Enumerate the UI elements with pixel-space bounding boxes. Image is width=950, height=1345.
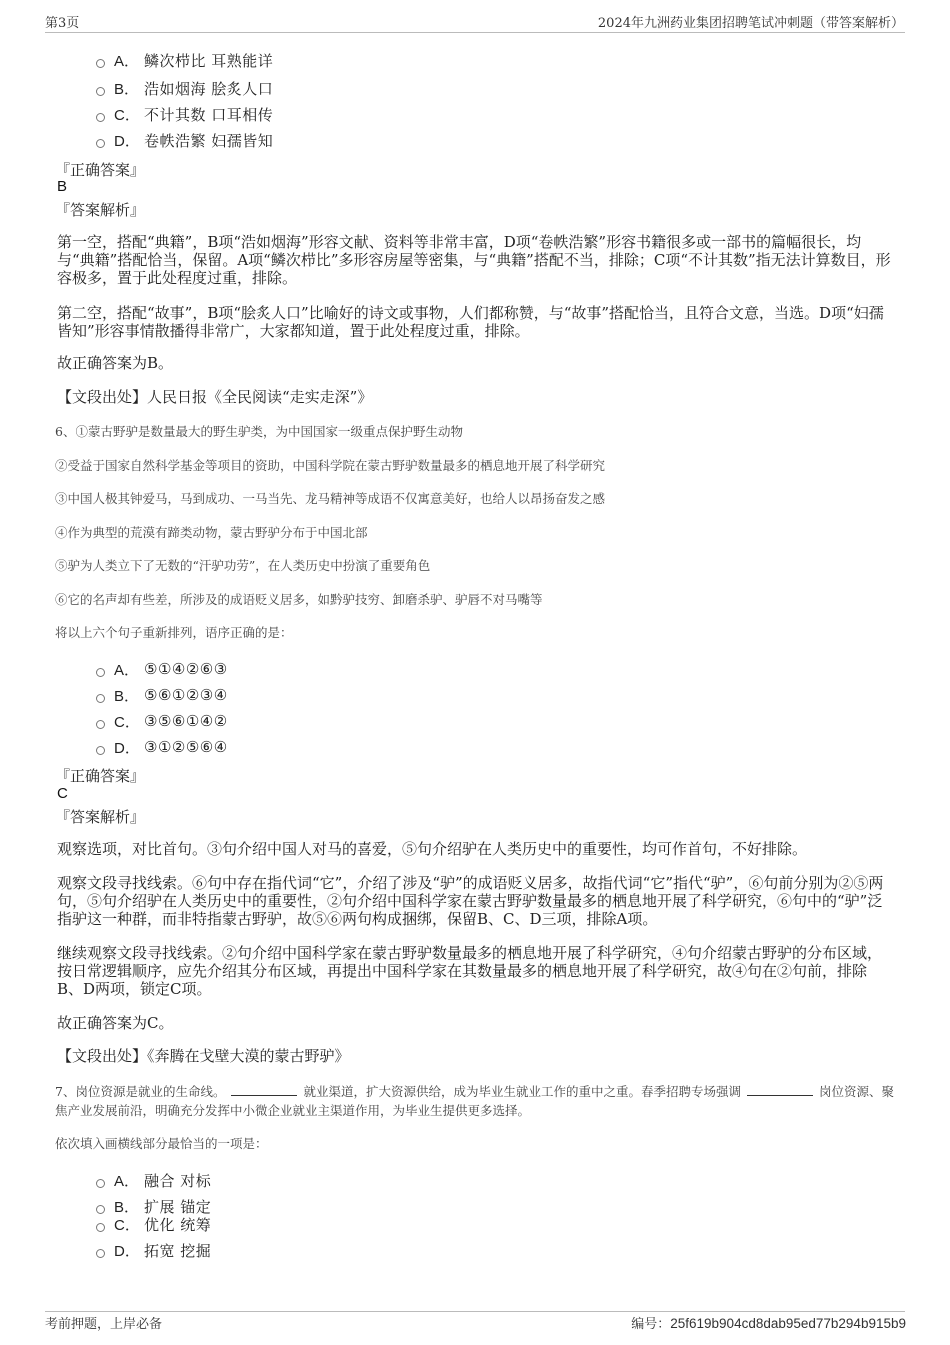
q5-analysis-label: 『答案解析』 [55, 201, 146, 219]
q6-analysis-para-1: 观察选项，对比首句。③句介绍中国人对马的喜爱，⑤句介绍驴在人类历史中的重要性，均可作首句，不好排除。 [57, 840, 808, 858]
q7-option-c[interactable]: C． 优化 统筹 [96, 1213, 211, 1235]
q6-analysis-label: 『答案解析』 [55, 808, 146, 826]
q6-option-b[interactable]: B． ⑤⑥①②③④ [96, 684, 228, 706]
radio-icon[interactable] [96, 113, 105, 122]
radio-icon[interactable] [96, 1249, 105, 1258]
radio-icon[interactable] [96, 87, 105, 96]
radio-icon[interactable] [96, 1179, 105, 1188]
header-divider [45, 32, 905, 33]
q5-source: 【文段出处】人民日报《全民阅读“走实走深”》 [57, 388, 373, 406]
q5-option-a[interactable]: A． 鳞次栉比 耳熟能详 [96, 49, 273, 71]
q7-stem: 7、岗位资源是就业的生命线。 就业渠道，扩大资源供给，成为毕业生就业工作的重中之重。春季招聘专场强调 岗位资源、聚焦产业发展前沿，明确充分发挥中小微企业就业主渠道作用，为毕业生提供更多选择。 [55, 1084, 894, 1118]
radio-icon[interactable] [96, 1223, 105, 1232]
footer-slogan: 考前押题，上岸必备 [45, 1317, 163, 1332]
q5-option-b[interactable]: B． 浩如烟海 脍炙人口 [96, 77, 273, 99]
q6-option-d[interactable]: D． ③①②⑤⑥④ [96, 736, 228, 758]
q6-source: 【文段出处】《奔腾在戈壁大漠的蒙古野驴》 [57, 1047, 350, 1065]
q7-prompt: 依次填入画横线部分最恰当的一项是： [55, 1136, 268, 1151]
q6-stem-line-1: 6、①蒙古野驴是数量最大的野生驴类，为中国国家一级重点保护野生动物 [55, 424, 463, 439]
blank-1 [231, 1082, 297, 1096]
radio-icon[interactable] [96, 746, 105, 755]
q6-analysis-para-2: 观察文段寻找线索。⑥句中存在指代词“它”，介绍了涉及“驴”的成语贬义居多，故指代词“它”指代“驴”，⑥句前分别为②⑤两句，⑤句介绍驴在人类历史中的重要性，②句介绍中国科学家在蒙古野驴数量最多的栖息地开展了科学研究，⑥句中的“驴”泛指驴这一种群，而非特指蒙古野驴，故⑤⑥两句构成捆绑，保留B、C、D三项，排除A项。 [57, 874, 884, 928]
blank-2 [747, 1082, 813, 1096]
q6-answer: C [57, 785, 68, 802]
document-title: 2024年九洲药业集团招聘笔试冲刺题（带答案解析） [597, 16, 904, 31]
q7-option-a[interactable]: A． 融合 对标 [96, 1169, 211, 1191]
q6-stem-line-5: ⑤驴为人类立下了无数的“汗驴功劳”，在人类历史中扮演了重要角色 [55, 558, 431, 573]
radio-icon[interactable] [96, 139, 105, 148]
q5-answer-label: 『正确答案』 [55, 161, 146, 179]
radio-icon[interactable] [96, 59, 105, 68]
q6-answer-label: 『正确答案』 [55, 767, 146, 785]
q5-option-d[interactable]: D． 卷帙浩繁 妇孺皆知 [96, 129, 273, 151]
q6-option-a[interactable]: A． ⑤①④②⑥③ [96, 658, 228, 680]
q6-analysis-para-3: 继续观察文段寻找线索。②句介绍中国科学家在蒙古野驴数量最多的栖息地开展了科学研究，④句介绍蒙古野驴的分布区域，按日常逻辑顺序，应先介绍其分布区域，再提出中国科学家在其数量最多的栖息地开展了科学研究，故④句在②句前，排除B、D两项，锁定C项。 [57, 944, 883, 998]
q7-option-d[interactable]: D． 拓宽 挖掘 [96, 1239, 211, 1261]
q6-stem-line-6: ⑥它的名声却有些差，所涉及的成语贬义居多，如黔驴技穷、卸磨杀驴、驴唇不对马嘴等 [55, 592, 543, 607]
q6-stem-line-4: ④作为典型的荒漠有蹄类动物，蒙古野驴分布于中国北部 [55, 525, 368, 540]
radio-icon[interactable] [96, 668, 105, 677]
q5-analysis-para-2: 第二空，搭配“故事”，B项“脍炙人口”比喻好的诗文或事物，人们都称赞，与“故事”搭配恰当，且符合文意，当选。D项“妇孺皆知”形容事情散播得非常广，大家都知道，置于此处程度过重，排除。 [57, 304, 884, 340]
q5-answer: B [57, 178, 68, 195]
document-code: 编号：25f619b904cd8dab95ed77b294b915b9 [631, 1316, 906, 1332]
q5-analysis-para-1: 第一空，搭配“典籍”，B项“浩如烟海”形容文献、资料等非常丰富，D项“卷帙浩繁”形容书籍很多或一部书的篇幅很长，均与“典籍”搭配恰当，保留。A项“鳞次栉比”多形容房屋等密集，与“典籍”搭配不当，排除；C项“不计其数”指无法计算数目，形容极多，置于此处程度过重，排除。 [57, 233, 891, 287]
q6-stem-line-3: ③中国人极其钟爱马，马到成功、一马当先、龙马精神等成语不仅寓意美好，也给人以昂扬奋发之感 [55, 491, 606, 506]
q6-analysis-conclusion: 故正确答案为C。 [57, 1014, 174, 1032]
q6-stem-line-2: ②受益于国家自然科学基金等项目的资助，中国科学院在蒙古野驴数量最多的栖息地开展了科学研究 [55, 458, 606, 473]
radio-icon[interactable] [96, 694, 105, 703]
q6-option-c[interactable]: C． ③⑤⑥①④② [96, 710, 228, 732]
q7-option-b[interactable]: B． 扩展 锚定 [96, 1195, 211, 1217]
radio-icon[interactable] [96, 720, 105, 729]
page-number: 第3页 [45, 16, 80, 31]
q5-analysis-conclusion: 故正确答案为B。 [57, 354, 174, 372]
q6-prompt: 将以上六个句子重新排列，语序正确的是： [55, 625, 293, 640]
footer-divider [45, 1311, 905, 1312]
q5-option-c[interactable]: C． 不计其数 口耳相传 [96, 103, 273, 125]
